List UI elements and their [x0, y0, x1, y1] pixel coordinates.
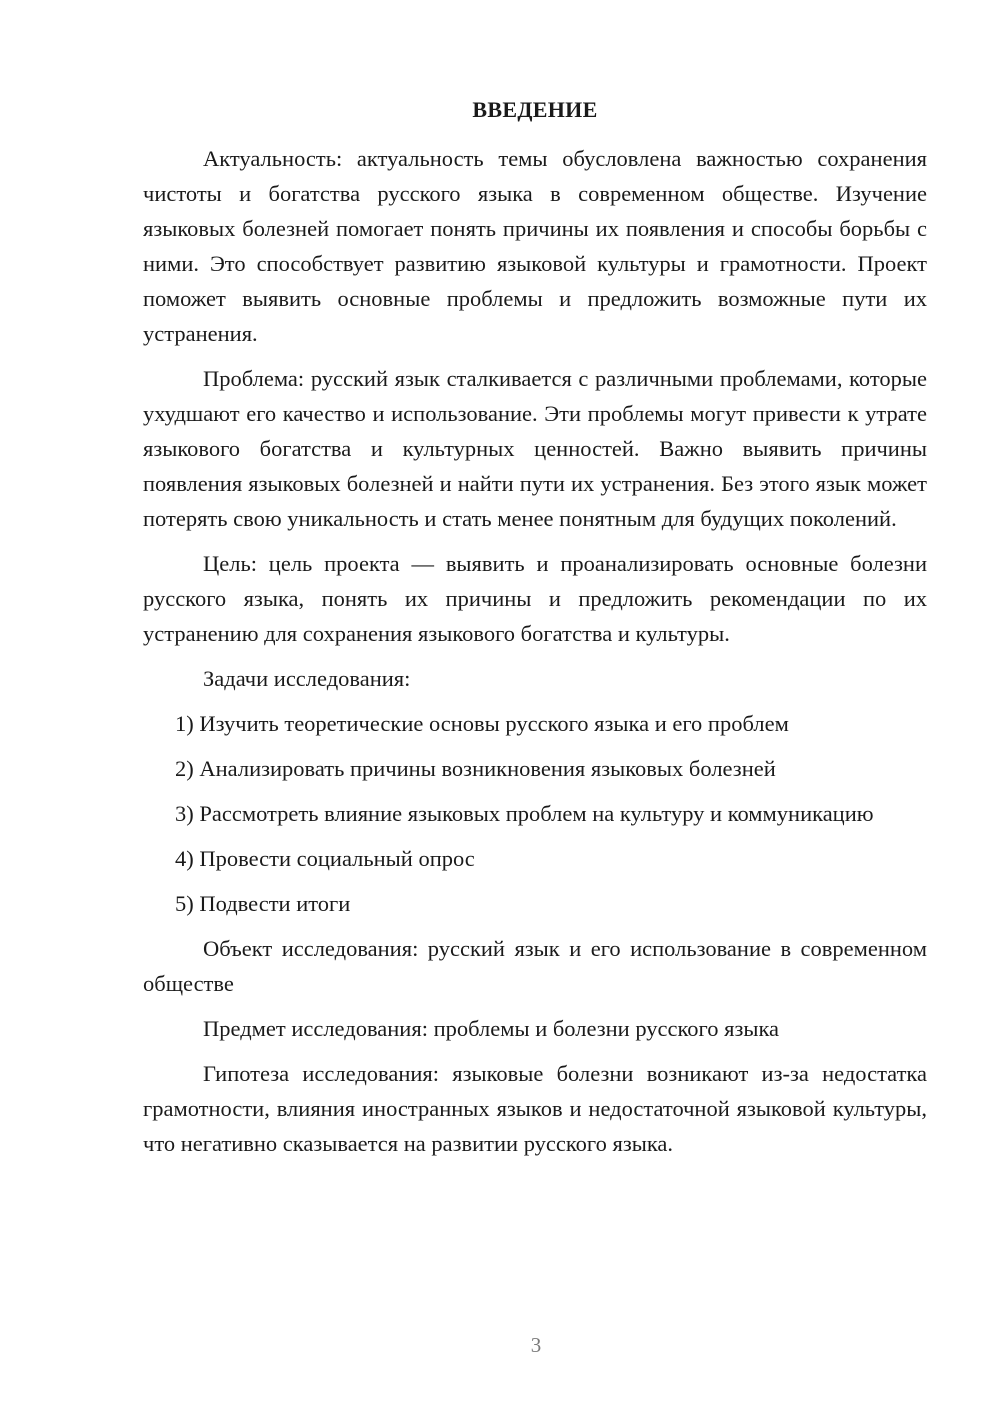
research-object-paragraph: Объект исследования: русский язык и его использование в современном обществе: [143, 936, 927, 996]
document-page: [143, 95, 927, 1171]
task-item: 2) Анализировать причины возникновения языковых болезней: [175, 756, 776, 781]
task-item: 4) Провести социальный опрос: [175, 846, 475, 871]
page-title: ВВЕДЕНИЕ: [472, 97, 598, 122]
tasks-heading: Задачи исследования:: [203, 666, 411, 691]
hypothesis-paragraph: Гипотеза исследования: языковые болезни возникают из-за недостатка грамотности, влияния иностранных языков и недостаточной языковой культуры, что негативно сказывается на развитии русского языка.: [143, 1061, 927, 1156]
problem-paragraph: Проблема: русский язык сталкивается с различными проблемами, которые ухудшают его качество и использование. Эти проблемы могут привести к утрате языкового богатства и культурных ценностей. Важно выявить причины появления языковых болезней и найти пути их устранения. Без этого язык может потерять свою уникальность и стать менее понятным для будущих поколений.: [143, 366, 927, 531]
task-item: 1) Изучить теоретические основы русского языка и его проблем: [175, 711, 789, 736]
page-number: 3: [530, 1333, 542, 1357]
task-item: 5) Подвести итоги: [175, 891, 351, 916]
research-subject-paragraph: Предмет исследования: проблемы и болезни русского языка: [203, 1016, 780, 1041]
relevance-paragraph: Актуальность: актуальность темы обусловлена важностью сохранения чистоты и богатства русского языка в современном обществе. Изучение языковых болезней помогает понять причины их появления и способы борьбы с ними. Это способствует развитию языковой культуры и грамотности. Проект поможет выявить основные проблемы и предложить возможные пути их устранения.: [143, 146, 927, 346]
goal-paragraph: Цель: цель проекта — выявить и проанализировать основные болезни русского языка, понять их причины и предложить рекомендации по их устранению для сохранения языкового богатства и культуры.: [143, 551, 927, 646]
task-item: 3) Рассмотреть влияние языковых проблем на культуру и коммуникацию: [175, 801, 874, 826]
